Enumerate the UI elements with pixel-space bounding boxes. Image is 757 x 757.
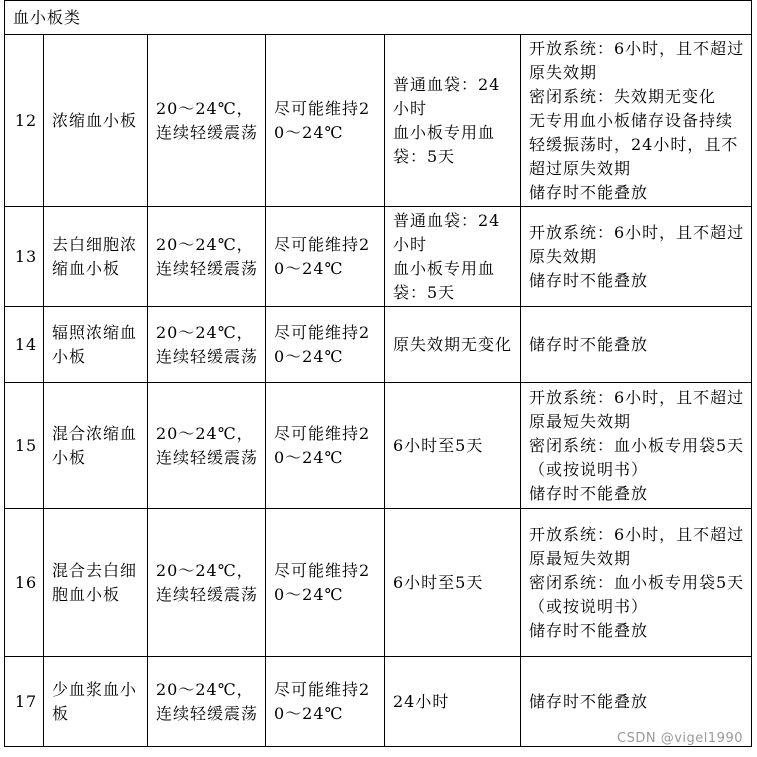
product-name: 去白细胞浓缩血小板 [44, 207, 148, 307]
remarks [521, 35, 752, 207]
remark-line: 密闭系统：血小板专用袋5天（或按说明书） [529, 435, 745, 479]
remark-line: 储存时不能叠放 [529, 620, 649, 640]
row-number: 13 [5, 207, 44, 307]
remark-line: 储存时不能叠放 [529, 483, 649, 503]
shelf-life-line: 原失效期无变化 [393, 334, 513, 354]
product-name: 混合浓缩血小板 [44, 383, 148, 509]
storage-temperature: 20～24℃，连续轻缓震荡 [148, 307, 266, 383]
section-title: 血小板类 [5, 1, 752, 35]
remark-line: 储存时不能叠放 [529, 270, 649, 290]
shelf-life [385, 383, 521, 509]
product-name: 混合去白细胞血小板 [44, 509, 148, 657]
product-name: 少血浆血小板 [44, 657, 148, 747]
shelf-life-line: 血小板专用血袋：5天 [393, 122, 496, 166]
storage-temperature: 20～24℃，连续轻缓震荡 [148, 35, 266, 207]
shelf-life-line: 24小时 [393, 691, 450, 711]
remark-line: 密闭系统：血小板专用袋5天（或按说明书） [529, 572, 745, 616]
remark-line: 开放系统：6小时，且不超过原最短失效期 [529, 524, 745, 568]
storage-temperature: 20～24℃，连续轻缓震荡 [148, 207, 266, 307]
remark-line: 储存时不能叠放 [529, 182, 649, 202]
shelf-life-line: 血小板专用血袋：5天 [393, 258, 496, 302]
remark-line: 密闭系统：失效期无变化 [529, 86, 717, 106]
remark-line: 无专用血小板储存设备持续轻缓振荡时，24小时，且不超过原失效期 [529, 110, 739, 178]
transport-condition: 尽可能维持20～24℃ [266, 307, 385, 383]
transport-condition: 尽可能维持20～24℃ [266, 35, 385, 207]
remark-line: 开放系统：6小时，且不超过原失效期 [529, 222, 745, 266]
shelf-life-line: 普通血袋：24小时 [393, 74, 501, 118]
table-row [5, 509, 752, 657]
shelf-life [385, 207, 521, 307]
remark-line: 储存时不能叠放 [529, 691, 649, 711]
row-number: 14 [5, 307, 44, 383]
remarks [521, 383, 752, 509]
shelf-life [385, 35, 521, 207]
transport-condition: 尽可能维持20～24℃ [266, 207, 385, 307]
row-number: 15 [5, 383, 44, 509]
platelet-storage-table [4, 0, 752, 747]
transport-condition: 尽可能维持20～24℃ [266, 657, 385, 747]
table-row [5, 383, 752, 509]
row-number: 17 [5, 657, 44, 747]
storage-temperature: 20～24℃，连续轻缓震荡 [148, 509, 266, 657]
row-number: 16 [5, 509, 44, 657]
shelf-life [385, 509, 521, 657]
shelf-life-line: 6小时至5天 [393, 435, 484, 455]
shelf-life-line: 普通血袋：24小时 [393, 210, 501, 254]
product-name: 浓缩血小板 [44, 35, 148, 207]
remarks [521, 509, 752, 657]
storage-temperature: 20～24℃，连续轻缓震荡 [148, 657, 266, 747]
product-name: 辐照浓缩血小板 [44, 307, 148, 383]
table-row [5, 207, 752, 307]
row-number: 12 [5, 35, 44, 207]
watermark: CSDN @vigel1990 [617, 731, 743, 746]
remarks [521, 307, 752, 383]
remarks [521, 207, 752, 307]
transport-condition: 尽可能维持20～24℃ [266, 509, 385, 657]
transport-condition: 尽可能维持20～24℃ [266, 383, 385, 509]
shelf-life [385, 657, 521, 747]
shelf-life [385, 307, 521, 383]
remark-line: 储存时不能叠放 [529, 334, 649, 354]
table-row [5, 307, 752, 383]
remark-line: 开放系统：6小时，且不超过原最短失效期 [529, 387, 745, 431]
shelf-life-line: 6小时至5天 [393, 572, 484, 592]
remark-line: 开放系统：6小时，且不超过原失效期 [529, 38, 745, 82]
section-header-row [5, 1, 752, 35]
table-row [5, 35, 752, 207]
storage-temperature: 20～24℃，连续轻缓震荡 [148, 383, 266, 509]
